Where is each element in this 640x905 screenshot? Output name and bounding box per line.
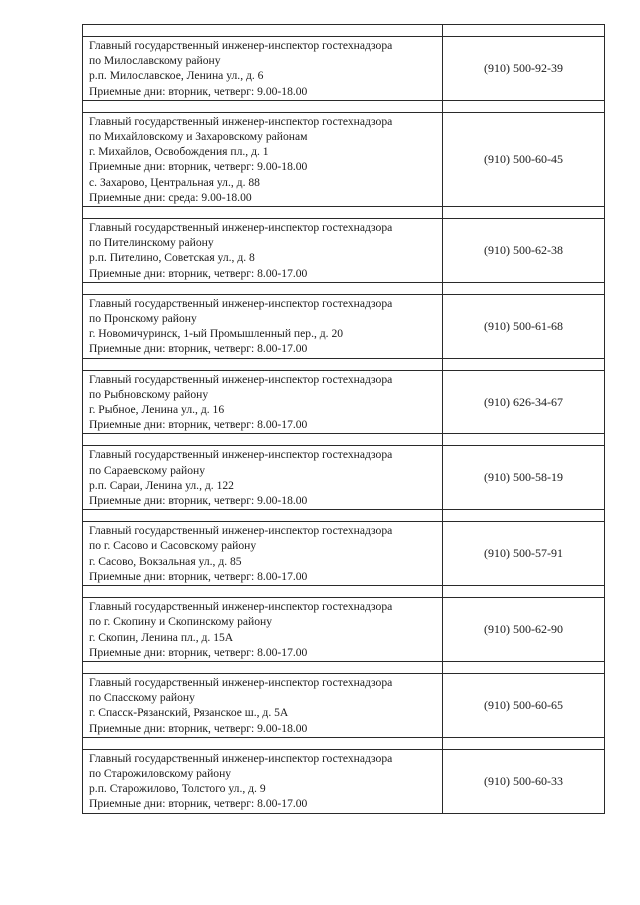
description-line: г. Сасово, Вокзальная ул., д. 85 bbox=[89, 554, 242, 568]
table-row bbox=[83, 37, 605, 101]
table-row bbox=[83, 446, 605, 510]
phone-number-cell: (910) 500-61-68 bbox=[443, 294, 605, 358]
description-line: по Рыбновскому району bbox=[89, 387, 209, 401]
description-line: Главный государственный инженер-инспектор гостехнадзора bbox=[89, 600, 393, 614]
description-line: по Милославскому району bbox=[89, 54, 221, 68]
inspector-description-cell bbox=[83, 219, 443, 283]
description-line: по Старожиловскому району bbox=[89, 766, 232, 780]
spacer-cell bbox=[83, 282, 443, 294]
description-line: Приемные дни: среда: 9.00-18.00 bbox=[89, 190, 252, 204]
table-row bbox=[83, 673, 605, 737]
table-row bbox=[83, 598, 605, 662]
inspector-description-cell bbox=[83, 370, 443, 434]
description-line: по Спасскому району bbox=[89, 691, 195, 705]
inspector-description-cell bbox=[83, 294, 443, 358]
inspector-contacts-table-wrapper bbox=[82, 24, 604, 814]
table-row bbox=[83, 219, 605, 283]
description-line: р.п. Сараи, Ленина ул., д. 122 bbox=[89, 478, 234, 492]
description-line: г. Скопин, Ленина пл., д. 15А bbox=[89, 630, 234, 644]
inspector-description-cell bbox=[83, 673, 443, 737]
description-line: Приемные дни: вторник, четверг: 8.00-17.00 bbox=[89, 797, 308, 811]
spacer-row bbox=[83, 100, 605, 112]
description-line: Приемные дни: вторник, четверг: 9.00-18.00 bbox=[89, 494, 308, 508]
description-line: с. Захарово, Центральная ул., д. 88 bbox=[89, 175, 260, 189]
description-line: по г. Сасово и Сасовскому району bbox=[89, 539, 257, 553]
spacer-cell bbox=[83, 25, 443, 37]
description-line: Приемные дни: вторник, четверг: 9.00-18.00 bbox=[89, 160, 308, 174]
table-row bbox=[83, 522, 605, 586]
description-line: Приемные дни: вторник, четверг: 9.00-18.00 bbox=[89, 721, 308, 735]
inspector-description-cell bbox=[83, 749, 443, 813]
table-row bbox=[83, 370, 605, 434]
inspector-description-cell bbox=[83, 522, 443, 586]
spacer-cell bbox=[443, 207, 605, 219]
spacer-row bbox=[83, 358, 605, 370]
description-line: Приемные дни: вторник, четверг: 8.00-17.00 bbox=[89, 645, 308, 659]
description-line: р.п. Милославское, Ленина ул., д. 6 bbox=[89, 69, 264, 83]
spacer-cell bbox=[83, 510, 443, 522]
spacer-cell bbox=[83, 100, 443, 112]
description-line: г. Спасск-Рязанский, Рязанское ш., д. 5А bbox=[89, 706, 289, 720]
inspector-contacts-table bbox=[82, 24, 605, 814]
spacer-cell bbox=[83, 207, 443, 219]
description-line: р.п. Старожилово, Толстого ул., д. 9 bbox=[89, 782, 266, 796]
inspector-description-cell bbox=[83, 598, 443, 662]
description-line: Приемные дни: вторник, четверг: 8.00-17.00 bbox=[89, 569, 308, 583]
description-line: по Пронскому району bbox=[89, 312, 197, 326]
description-line: Главный государственный инженер-инспектор гостехнадзора bbox=[89, 524, 393, 538]
spacer-cell bbox=[443, 510, 605, 522]
spacer-cell bbox=[443, 661, 605, 673]
phone-number-cell: (910) 500-92-39 bbox=[443, 37, 605, 101]
spacer-row bbox=[83, 737, 605, 749]
description-line: Главный государственный инженер-инспектор гостехнадзора bbox=[89, 372, 393, 386]
description-line: Главный государственный инженер-инспектор гостехнадзора bbox=[89, 675, 393, 689]
phone-number-cell: (910) 500-62-38 bbox=[443, 219, 605, 283]
spacer-cell bbox=[83, 737, 443, 749]
table-row bbox=[83, 294, 605, 358]
phone-number-cell: (910) 500-60-45 bbox=[443, 112, 605, 206]
spacer-cell bbox=[443, 434, 605, 446]
table-row bbox=[83, 749, 605, 813]
spacer-row bbox=[83, 434, 605, 446]
description-line: Главный государственный инженер-инспектор гостехнадзора bbox=[89, 114, 393, 128]
phone-number-cell: (910) 500-60-65 bbox=[443, 673, 605, 737]
phone-number-cell: (910) 500-58-19 bbox=[443, 446, 605, 510]
description-line: г. Михайлов, Освобождения пл., д. 1 bbox=[89, 145, 269, 159]
phone-number-cell: (910) 500-57-91 bbox=[443, 522, 605, 586]
phone-number-cell: (910) 500-62-90 bbox=[443, 598, 605, 662]
spacer-cell bbox=[443, 358, 605, 370]
description-line: Главный государственный инженер-инспектор гостехнадзора bbox=[89, 751, 393, 765]
spacer-cell bbox=[443, 586, 605, 598]
description-line: по г. Скопину и Скопинскому району bbox=[89, 615, 273, 629]
phone-number-cell: (910) 500-60-33 bbox=[443, 749, 605, 813]
description-line: Главный государственный инженер-инспектор гостехнадзора bbox=[89, 221, 393, 235]
spacer-row bbox=[83, 282, 605, 294]
description-line: Приемные дни: вторник, четверг: 8.00-17.00 bbox=[89, 266, 308, 280]
description-line: г. Рыбное, Ленина ул., д. 16 bbox=[89, 403, 225, 417]
description-line: Главный государственный инженер-инспектор гостехнадзора bbox=[89, 39, 393, 52]
spacer-cell bbox=[83, 358, 443, 370]
spacer-cell bbox=[443, 25, 605, 37]
inspector-description-cell bbox=[83, 112, 443, 206]
description-line: Приемные дни: вторник, четверг: 8.00-17.00 bbox=[89, 418, 308, 432]
spacer-cell bbox=[83, 661, 443, 673]
table-row bbox=[83, 112, 605, 206]
phone-number-cell: (910) 626-34-67 bbox=[443, 370, 605, 434]
spacer-row bbox=[83, 25, 605, 37]
description-line: по Сараевскому району bbox=[89, 463, 206, 477]
spacer-cell bbox=[443, 282, 605, 294]
spacer-row bbox=[83, 661, 605, 673]
description-line: по Михайловскому и Захаровскому районам bbox=[89, 130, 308, 144]
inspector-description-cell bbox=[83, 37, 443, 101]
table-body bbox=[83, 25, 605, 814]
spacer-cell bbox=[83, 586, 443, 598]
description-line: Приемные дни: вторник, четверг: 8.00-17.00 bbox=[89, 342, 308, 356]
spacer-row bbox=[83, 510, 605, 522]
description-line: г. Новомичуринск, 1-ый Промышленный пер., д. 20 bbox=[89, 327, 344, 341]
description-line: по Пителинскому району bbox=[89, 236, 214, 250]
description-line: р.п. Пителино, Советская ул., д. 8 bbox=[89, 251, 255, 265]
spacer-cell bbox=[443, 100, 605, 112]
spacer-row bbox=[83, 207, 605, 219]
inspector-description-cell bbox=[83, 446, 443, 510]
spacer-cell bbox=[443, 737, 605, 749]
spacer-row bbox=[83, 586, 605, 598]
description-line: Главный государственный инженер-инспектор гостехнадзора bbox=[89, 296, 393, 310]
spacer-cell bbox=[83, 434, 443, 446]
description-line: Приемные дни: вторник, четверг: 9.00-18.00 bbox=[89, 84, 308, 98]
description-line: Главный государственный инженер-инспектор гостехнадзора bbox=[89, 448, 393, 462]
